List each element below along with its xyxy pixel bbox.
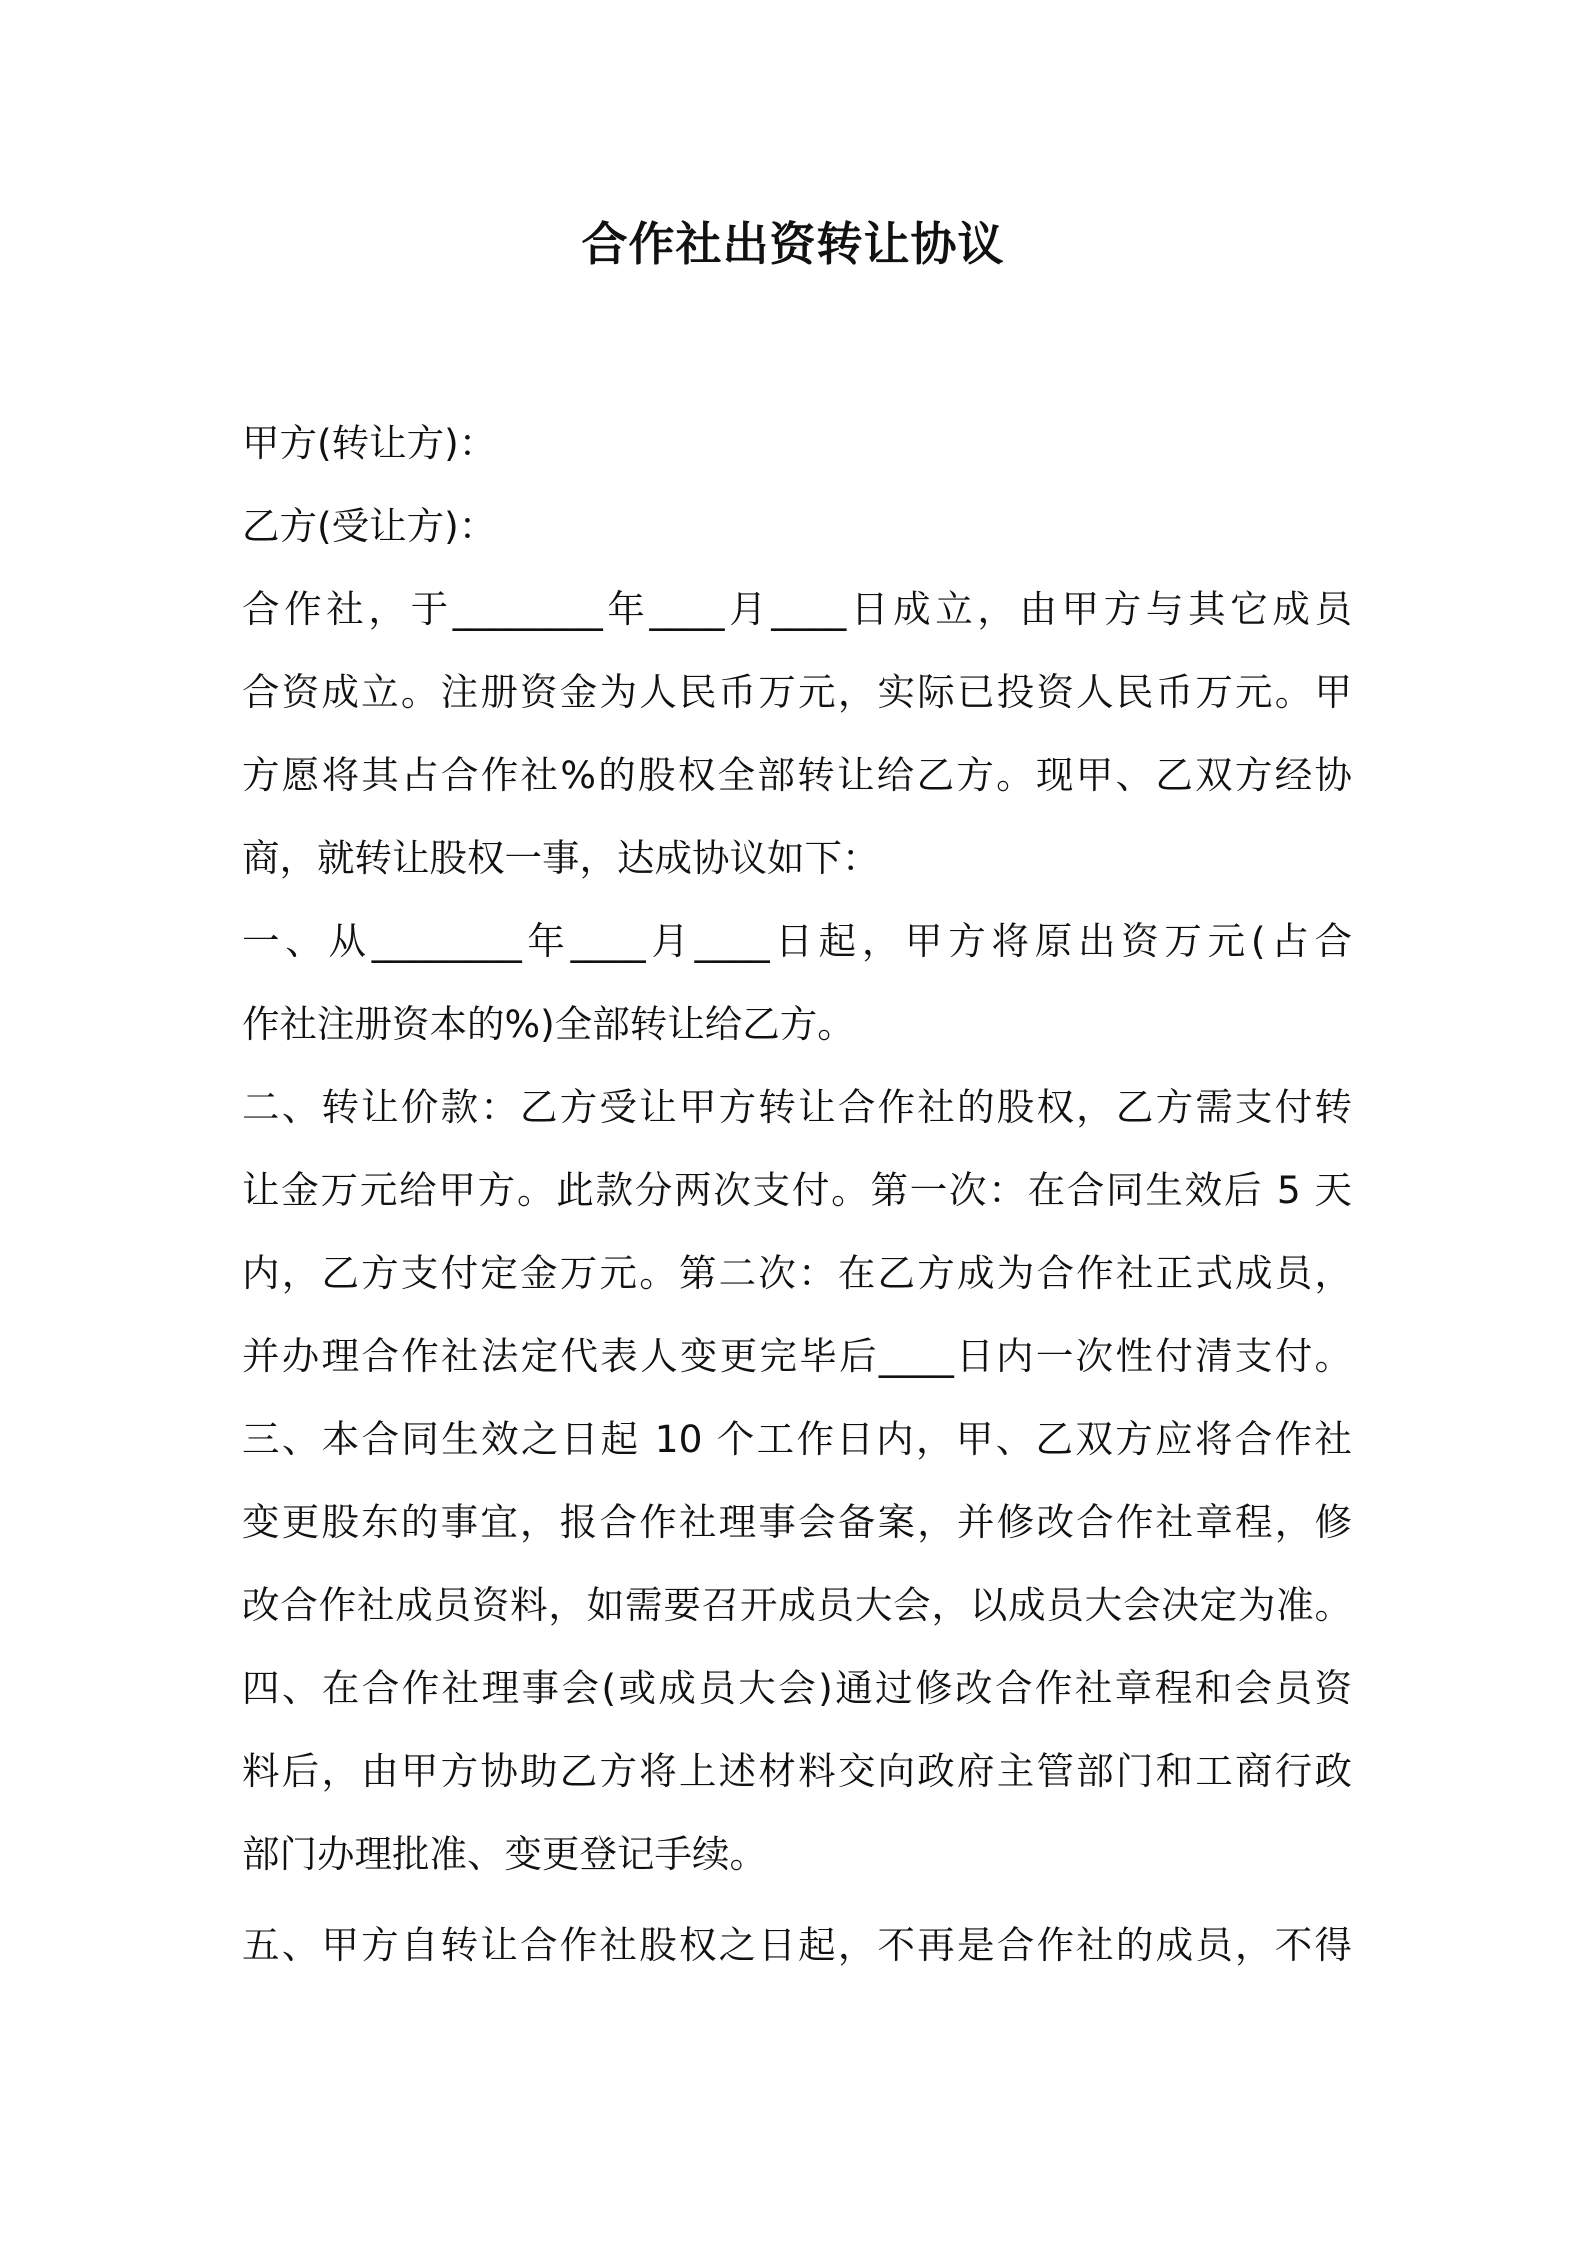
clause-3-line: 三、本合同生效之日起 10 个工作日内，甲、乙双方应将合作社 bbox=[242, 1417, 1352, 1461]
clause-4-line: 部门办理批准、变更登记手续。 bbox=[242, 1832, 767, 1876]
clause-2-line: 让金万元给甲方。此款分两次支付。第一次：在合同生效后 5 天 bbox=[242, 1168, 1352, 1212]
clause-5-line: 五、甲方自转让合作社股权之日起，不再是合作社的成员，不得 bbox=[242, 1923, 1352, 1967]
clause-4-line: 四、在合作社理事会(或成员大会)通过修改合作社章程和会员资 bbox=[242, 1666, 1352, 1710]
party-a-line: 甲方(转让方)： bbox=[242, 421, 497, 465]
party-b-line: 乙方(受让方)： bbox=[242, 504, 497, 548]
paragraph-line: 商，就转让股权一事，达成协议如下： bbox=[242, 836, 880, 880]
document-title: 合作社出资转让协议 bbox=[581, 217, 1005, 271]
paragraph-line: 合作社，于________年____月____日成立，由甲方与其它成员 bbox=[242, 587, 1352, 631]
clause-2-line: 二、转让价款：乙方受让甲方转让合作社的股权，乙方需支付转 bbox=[242, 1085, 1352, 1129]
clause-2-line: 并办理合作社法定代表人变更完毕后____日内一次性付清支付。 bbox=[242, 1334, 1352, 1378]
clause-3-line: 变更股东的事宜，报合作社理事会备案，并修改合作社章程，修 bbox=[242, 1500, 1352, 1544]
document-body bbox=[242, 402, 1352, 1987]
clause-2-line: 内，乙方支付定金万元。第二次：在乙方成为合作社正式成员， bbox=[242, 1251, 1352, 1295]
clause-1-line: 一、从________年____月____日起，甲方将原出资万元(占合 bbox=[242, 919, 1352, 963]
paragraph-line: 合资成立。注册资金为人民币万元，实际已投资人民币万元。甲 bbox=[242, 670, 1352, 714]
clause-3-line: 改合作社成员资料，如需要召开成员大会，以成员大会决定为准。 bbox=[242, 1583, 1352, 1627]
clause-4-line: 料后，由甲方协助乙方将上述材料交向政府主管部门和工商行政 bbox=[242, 1749, 1352, 1793]
clause-1-line: 作社注册资本的%)全部转让给乙方。 bbox=[242, 1002, 855, 1046]
paragraph-line: 方愿将其占合作社%的股权全部转让给乙方。现甲、乙双方经协 bbox=[242, 753, 1352, 797]
